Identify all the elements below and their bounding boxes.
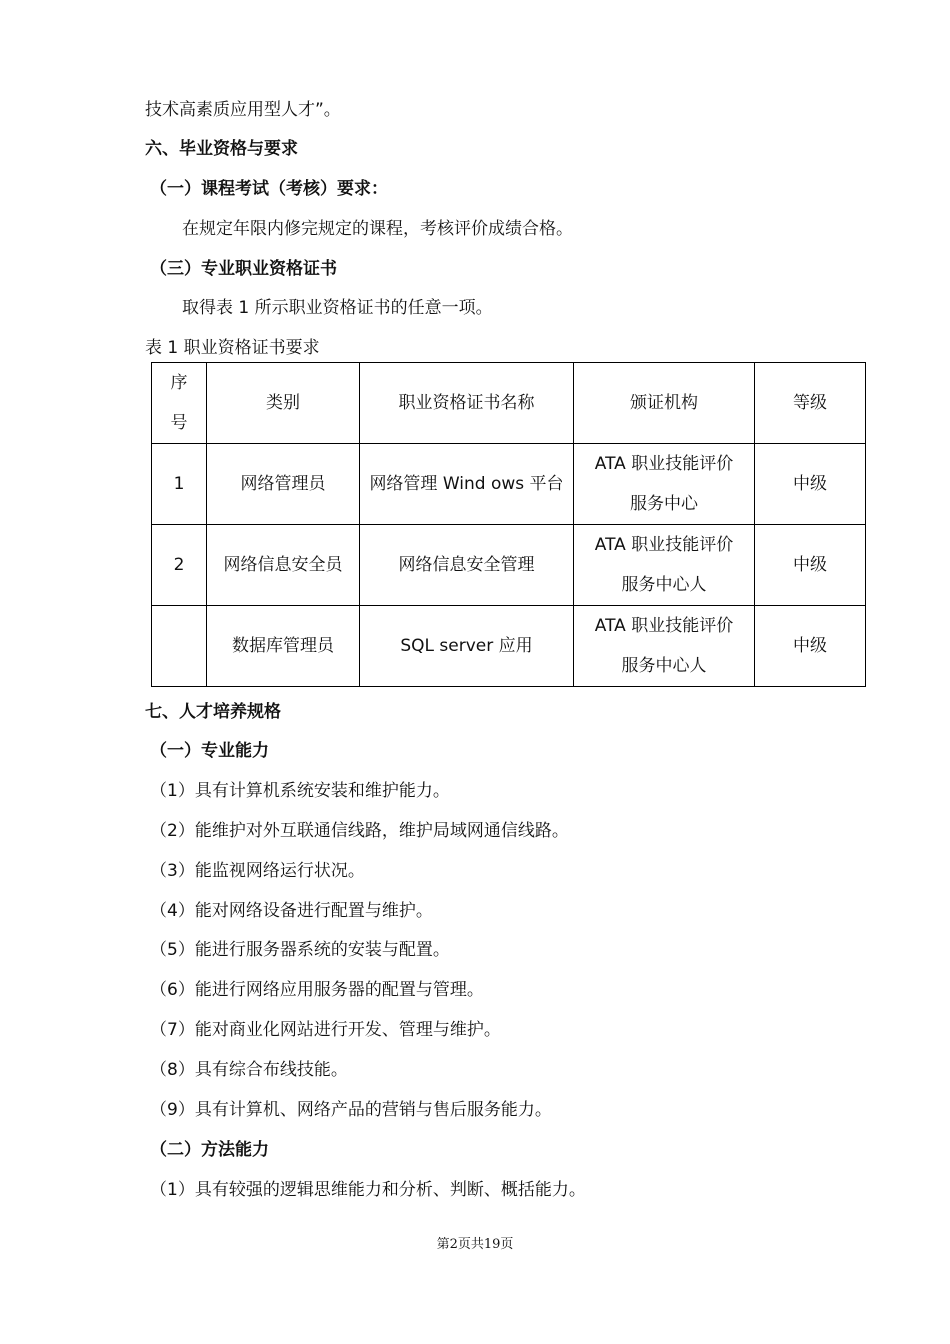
ability-item: （9）具有计算机、网络产品的营销与售后服务能力。 (150, 1100, 552, 1120)
table-row (152, 525, 866, 606)
table-row (152, 606, 866, 687)
table-cell: SQL server 应用 (360, 606, 574, 687)
table-cell: 网络信息安全管理 (360, 525, 574, 606)
section7-sub2-title: （二）方法能力 (150, 1140, 269, 1160)
section6-sub1-text: 在规定年限内修完规定的课程，考核评价成绩合格。 (182, 219, 573, 239)
ability-item: （6）能进行网络应用服务器的配置与管理。 (150, 980, 484, 1000)
table-cell: 2 (152, 525, 207, 606)
table-cell: 网络信息安全员 (207, 525, 360, 606)
table-cell: 中级 (755, 444, 866, 525)
ability-item: （3）能监视网络运行状况。 (150, 861, 365, 881)
section7-title: 七、人才培养规格 (145, 702, 281, 722)
table-cell: 网络管理员 (207, 444, 360, 525)
table-cell: 中级 (755, 525, 866, 606)
table-cell: ATA 职业技能评价 服务中心人 (574, 525, 755, 606)
table-row (152, 444, 866, 525)
section6-sub1-title: （一）课程考试（考核）要求： (150, 179, 388, 199)
ability-item: （5）能进行服务器系统的安装与配置。 (150, 940, 450, 960)
ability-item: （1）具有计算机系统安装和维护能力。 (150, 781, 450, 801)
table-header-row (152, 363, 866, 444)
certificate-table (151, 362, 866, 687)
header-cell: 类别 (207, 363, 360, 444)
table-cell: 1 (152, 444, 207, 525)
table-cell: 网络管理 Wind ows 平台 (360, 444, 574, 525)
header-cell: 职业资格证书名称 (360, 363, 574, 444)
header-cell: 等级 (755, 363, 866, 444)
section6-sub3-title: （三）专业职业资格证书 (150, 259, 337, 279)
table-cell: ATA 职业技能评价 服务中心 (574, 444, 755, 525)
table-caption: 表 1 职业资格证书要求 (145, 338, 320, 358)
table-cell: 中级 (755, 606, 866, 687)
section7-sub1-title: （一）专业能力 (150, 741, 269, 761)
ability-item: （8）具有综合布线技能。 (150, 1060, 348, 1080)
ability-item: （2）能维护对外互联通信线路，维护局域网通信线路。 (150, 821, 569, 841)
table-cell (152, 606, 207, 687)
page-footer: 第2页共19页 (436, 1237, 514, 1252)
ability-item: （7）能对商业化网站进行开发、管理与维护。 (150, 1020, 501, 1040)
header-cell: 颁证机构 (574, 363, 755, 444)
ability-item: （4）能对网络设备进行配置与维护。 (150, 901, 433, 921)
intro-tail-text: 技术高素质应用型人才”。 (145, 100, 341, 120)
header-cell: 序 号 (152, 363, 207, 444)
table-cell: 数据库管理员 (207, 606, 360, 687)
section6-title: 六、毕业资格与要求 (145, 139, 298, 159)
table-cell: ATA 职业技能评价 服务中心人 (574, 606, 755, 687)
section6-sub3-text: 取得表 1 所示职业资格证书的任意一项。 (182, 298, 493, 318)
method-item: （1）具有较强的逻辑思维能力和分析、判断、概括能力。 (150, 1180, 586, 1200)
